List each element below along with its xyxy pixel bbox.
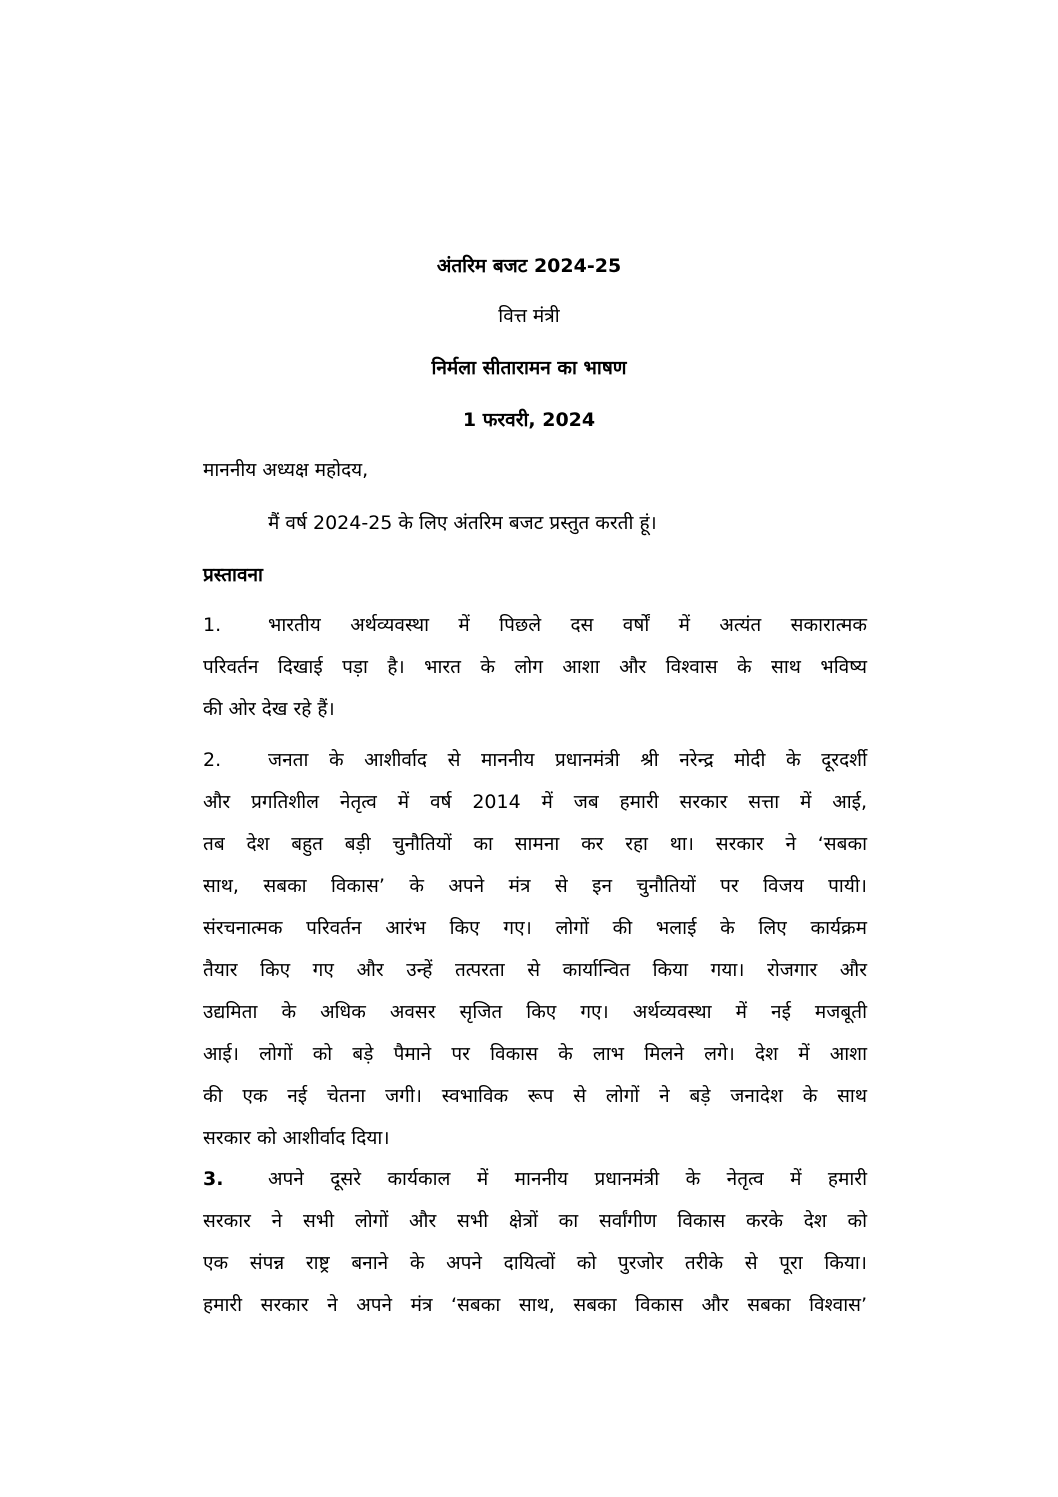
paragraph-line: तैयार किए गए और उन्हें तत्परता से कार्यान्वित किया गया। रोजगार और bbox=[203, 959, 867, 981]
paragraph-number: 2. bbox=[203, 749, 222, 771]
paragraph-1 bbox=[203, 604, 867, 730]
paragraph-line: परिवर्तन दिखाई पड़ा है। भारत के लोग आशा और विश्वास के साथ भविष्य bbox=[203, 656, 867, 678]
paragraph-line: भारतीय अर्थव्यवस्था में पिछले दस वर्षों में अत्यंत सकारात्मक bbox=[268, 614, 867, 636]
speaker-role: वित्त मंत्री bbox=[498, 305, 560, 327]
paragraph-line: सरकार ने सभी लोगों और सभी क्षेत्रों का सर्वांगीण विकास करके देश को bbox=[203, 1210, 867, 1232]
paragraph-3 bbox=[203, 1158, 867, 1326]
opening-line: मैं वर्ष 2024-25 के लिए अंतरिम बजट प्रस्तुत करती हूं। bbox=[268, 512, 657, 534]
paragraph-line: की ओर देख रहे हैं। bbox=[203, 698, 335, 720]
paragraph-line: तब देश बहुत बड़ी चुनौतियों का सामना कर रहा था। सरकार ने ‘सबका bbox=[203, 833, 867, 855]
document-title: अंतरिम बजट 2024-25 bbox=[436, 255, 622, 277]
paragraph-2 bbox=[203, 739, 867, 1159]
paragraph-line: अपने दूसरे कार्यकाल में माननीय प्रधानमंत्री के नेतृत्व में हमारी bbox=[268, 1168, 867, 1190]
paragraph-line: जनता के आशीर्वाद से माननीय प्रधानमंत्री श्री नरेन्द्र मोदी के दूरदर्शी bbox=[268, 749, 867, 771]
paragraph-number: 1. bbox=[203, 614, 222, 636]
paragraph-line: साथ, सबका विकास’ के अपने मंत्र से इन चुनौतियों पर विजय पायी। bbox=[203, 875, 867, 897]
paragraph-line: आई। लोगों को बड़े पैमाने पर विकास के लाभ मिलने लगे। देश में आशा bbox=[203, 1043, 867, 1065]
speech-of: निर्मला सीतारामन का भाषण bbox=[431, 357, 627, 379]
paragraph-line: संरचनात्मक परिवर्तन आरंभ किए गए। लोगों की भलाई के लिए कार्यक्रम bbox=[203, 917, 867, 939]
paragraph-line: की एक नई चेतना जगी। स्वभाविक रूप से लोगों ने बड़े जनादेश के साथ bbox=[203, 1085, 867, 1107]
section-heading: प्रस्तावना bbox=[203, 564, 263, 586]
salutation: माननीय अध्यक्ष महोदय, bbox=[203, 459, 369, 481]
paragraph-number: 3. bbox=[203, 1168, 224, 1190]
paragraph-line: उद्यमिता के अधिक अवसर सृजित किए गए। अर्थव्यवस्था में नई मजबूती bbox=[203, 1001, 867, 1023]
paragraph-line: सरकार को आशीर्वाद दिया। bbox=[203, 1127, 390, 1149]
paragraph-line: एक संपन्न राष्ट्र बनाने के अपने दायित्वों को पुरजोर तरीके से पूरा किया। bbox=[203, 1252, 867, 1274]
paragraph-line: और प्रगतिशील नेतृत्व में वर्ष 2014 में जब हमारी सरकार सत्ता में आई, bbox=[203, 791, 867, 813]
speech-date: 1 फरवरी, 2024 bbox=[462, 409, 596, 431]
paragraph-line: हमारी सरकार ने अपने मंत्र ‘सबका साथ, सबका विकास और सबका विश्वास’ bbox=[203, 1294, 867, 1316]
